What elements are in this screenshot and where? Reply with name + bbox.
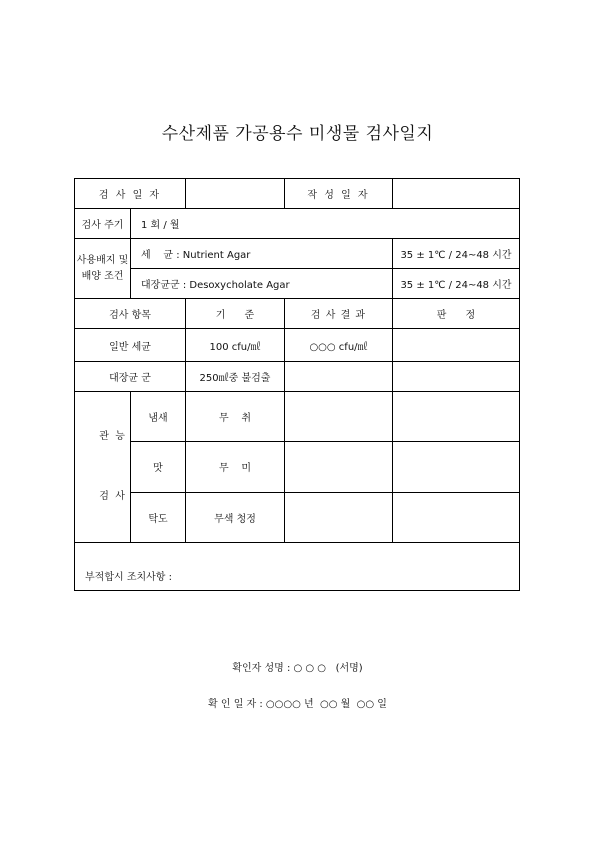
media-row-2 [75, 269, 520, 299]
author-date-label: 작 성 일 자 [285, 179, 393, 209]
media-row-1 [75, 239, 520, 269]
page-title: 수산제품 가공용수 미생물 검사일지 [161, 124, 434, 144]
sensory-label-bottom: 검 사 [99, 491, 125, 502]
item-standard: 250㎖중 불검출 [186, 362, 285, 392]
signer-line: 확인자 성명 : ○ ○ ○ (서명) [232, 663, 363, 674]
media-label-line2: 배양 조건 [81, 270, 124, 282]
item-name: 일반 세균 [75, 329, 186, 362]
item-standard: 100 cfu/㎖ [186, 329, 285, 362]
item-row-bacteria [75, 329, 520, 362]
sensory-result[interactable] [285, 392, 393, 442]
action-label: 부적합시 조치사항 : [85, 572, 173, 583]
action-row [75, 543, 520, 591]
sensory-judgement[interactable] [393, 442, 520, 492]
column-judgement: 판 정 [393, 299, 520, 329]
cycle-label: 검사 주기 [75, 209, 131, 239]
sensory-name: 맛 [131, 442, 186, 492]
item-result[interactable] [285, 362, 393, 392]
cycle-row [75, 209, 520, 239]
item-judgement[interactable] [393, 362, 520, 392]
inspect-date-value[interactable] [186, 179, 285, 209]
header-row [75, 179, 520, 209]
sensory-label-top: 관 능 [99, 431, 125, 442]
item-name: 대장균 군 [75, 362, 186, 392]
sensory-standard: 무색 청정 [186, 492, 285, 542]
sensory-judgement[interactable] [393, 392, 520, 442]
sensory-name: 냄새 [131, 392, 186, 442]
sensory-judgement[interactable] [393, 492, 520, 542]
media-condition-1: 35 ± 1℃ / 24~48 시간 [393, 239, 520, 269]
sensory-row-taste [75, 442, 520, 492]
sensory-standard: 무 취 [186, 392, 285, 442]
item-result[interactable]: ○○○ cfu/㎖ [285, 329, 393, 362]
sensory-name: 탁도 [131, 492, 186, 542]
sensory-row-odor [75, 392, 520, 442]
column-item: 검사 항목 [75, 299, 186, 329]
media-label-line1: 사용배지 및 [76, 254, 129, 266]
item-judgement[interactable] [393, 329, 520, 362]
sensory-standard: 무 미 [186, 442, 285, 492]
media-medium-1: 세 균 : Nutrient Agar [131, 239, 393, 269]
item-row-coliform [75, 362, 520, 392]
media-condition-2: 35 ± 1℃ / 24~48 시간 [393, 269, 520, 299]
confirm-date-line: 확 인 일 자 : ○○○○ 년 ○○ 월 ○○ 일 [208, 699, 387, 710]
inspection-log-table [74, 178, 520, 591]
action-field[interactable] [75, 543, 520, 591]
columns-row [75, 299, 520, 329]
column-standard: 기 준 [186, 299, 285, 329]
author-date-value[interactable] [393, 179, 520, 209]
media-label [75, 239, 131, 299]
sensory-row-turbidity [75, 492, 520, 542]
sensory-result[interactable] [285, 492, 393, 542]
sensory-label [75, 392, 131, 543]
sensory-result[interactable] [285, 442, 393, 492]
column-result: 검 사 결 과 [285, 299, 393, 329]
cycle-value: 1 회 / 월 [131, 209, 520, 239]
media-medium-2: 대장균군 : Desoxycholate Agar [131, 269, 393, 299]
inspect-date-label: 검 사 일 자 [75, 179, 186, 209]
